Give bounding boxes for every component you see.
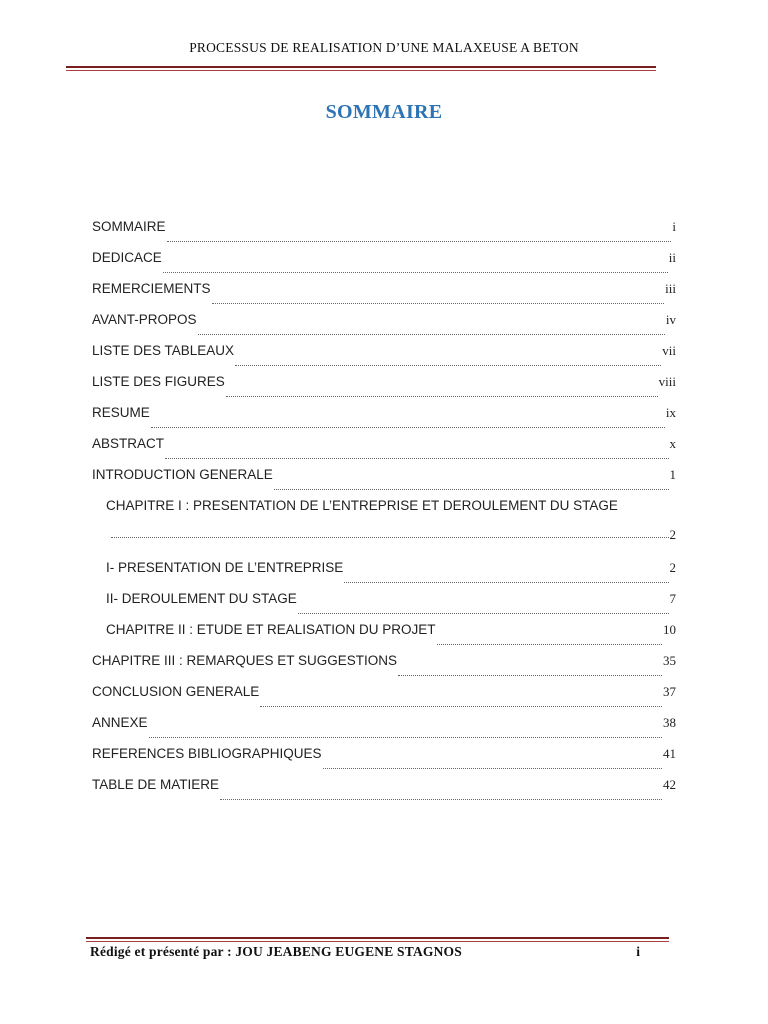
toc-entry[interactable] (92, 219, 676, 250)
toc-entry-label: CHAPITRE III : REMARQUES ET SUGGESTIONS (92, 653, 398, 668)
toc-entry[interactable] (92, 622, 676, 653)
dot-leader (163, 262, 668, 273)
toc-entry[interactable] (92, 281, 676, 312)
toc-entry-page: 10 (663, 622, 676, 637)
dot-leader (167, 231, 672, 242)
toc-entry-label: SOMMAIRE (92, 219, 166, 234)
toc-entry-label: CHAPITRE II : ETUDE ET REALISATION DU PROJET (106, 622, 436, 637)
dot-leader (212, 293, 665, 304)
footer-author: Rédigé et présenté par : JOU JEABENG EUGENE STAGNOS (90, 944, 462, 959)
toc-entry-label: CHAPITRE I : PRESENTATION DE L’ENTREPRISE ET DEROULEMENT DU STAGE (106, 498, 618, 513)
toc-entry-label: LISTE DES TABLEAUX (92, 343, 235, 358)
dot-leader (260, 696, 662, 707)
dot-leader (149, 727, 662, 738)
footer-rule-thin (86, 941, 669, 942)
dot-leader (198, 324, 665, 335)
toc-entry[interactable] (92, 405, 676, 436)
running-header: PROCESSUS DE REALISATION D’UNE MALAXEUSE A BETON (189, 40, 579, 55)
toc-entry-continuation (106, 527, 676, 546)
toc-entry[interactable] (92, 467, 676, 498)
toc-entry[interactable] (92, 715, 676, 746)
toc-entry-page: 41 (663, 746, 676, 761)
toc-entry[interactable] (92, 436, 676, 467)
page-footer (90, 944, 640, 960)
toc-entry-page: 37 (663, 684, 676, 699)
toc-entry[interactable] (92, 312, 676, 343)
footer-page-number: i (636, 944, 640, 959)
toc-entry[interactable] (92, 746, 676, 777)
toc-entry[interactable] (92, 684, 676, 715)
toc-entry-label: AVANT-PROPOS (92, 312, 197, 327)
toc-entry-label: ABSTRACT (92, 436, 165, 451)
dot-leader (274, 479, 669, 490)
toc-entry-page: 2 (669, 560, 676, 575)
toc-entry-page: iii (665, 281, 676, 296)
dot-leader (298, 603, 669, 614)
toc-entry[interactable] (92, 777, 676, 808)
toc-entry[interactable] (92, 591, 676, 622)
dot-leader (398, 665, 662, 676)
toc-entry[interactable] (92, 374, 676, 405)
toc-entry-label: RESUME (92, 405, 150, 420)
table-of-contents (92, 219, 676, 808)
dot-leader (111, 527, 669, 538)
toc-entry-page: i (672, 219, 676, 234)
toc-entry-label: I- PRESENTATION DE L’ENTREPRISE (106, 560, 344, 575)
toc-entry[interactable] (92, 250, 676, 281)
dot-leader (220, 789, 662, 800)
toc-entry-page: 2 (669, 527, 676, 542)
dot-leader (226, 386, 658, 397)
toc-entry-page: ii (668, 250, 676, 265)
toc-entry[interactable] (92, 343, 676, 374)
toc-entry-label: LISTE DES FIGURES (92, 374, 225, 389)
toc-entry-page: 42 (663, 777, 676, 792)
toc-entry-label: CONCLUSION GENERALE (92, 684, 260, 699)
toc-title: SOMMAIRE (325, 101, 443, 123)
toc-entry-page: x (669, 436, 676, 451)
toc-entry-page: viii (658, 374, 676, 389)
dot-leader (344, 572, 668, 583)
toc-entry-label: REFERENCES BIBLIOGRAPHIQUES (92, 746, 322, 761)
toc-entry-page: ix (665, 405, 676, 420)
footer-rule (86, 937, 669, 939)
dot-leader (151, 417, 665, 428)
toc-entry-page: iv (665, 312, 676, 327)
toc-entry-page: 35 (663, 653, 676, 668)
toc-entry-label: ANNEXE (92, 715, 148, 730)
toc-entry-page: 1 (669, 467, 676, 482)
toc-entry-label: DEDICACE (92, 250, 162, 265)
dot-leader (235, 355, 661, 366)
toc-entry-page: 38 (663, 715, 676, 730)
toc-entry-page: vii (662, 343, 676, 358)
dot-leader (437, 634, 662, 645)
header-rule-thin (66, 70, 656, 71)
toc-entry-chapter-1[interactable] (92, 498, 676, 560)
toc-entry[interactable] (92, 560, 676, 591)
toc-entry-label: REMERCIEMENTS (92, 281, 211, 296)
toc-entry-label: INTRODUCTION GENERALE (92, 467, 273, 482)
header-rule (66, 66, 656, 68)
toc-entry[interactable] (92, 653, 676, 684)
dot-leader (323, 758, 662, 769)
toc-entry-label: II- DEROULEMENT DU STAGE (106, 591, 297, 606)
toc-entry-label: TABLE DE MATIERE (92, 777, 220, 792)
dot-leader (165, 448, 668, 459)
toc-entry-page: 7 (669, 591, 676, 606)
